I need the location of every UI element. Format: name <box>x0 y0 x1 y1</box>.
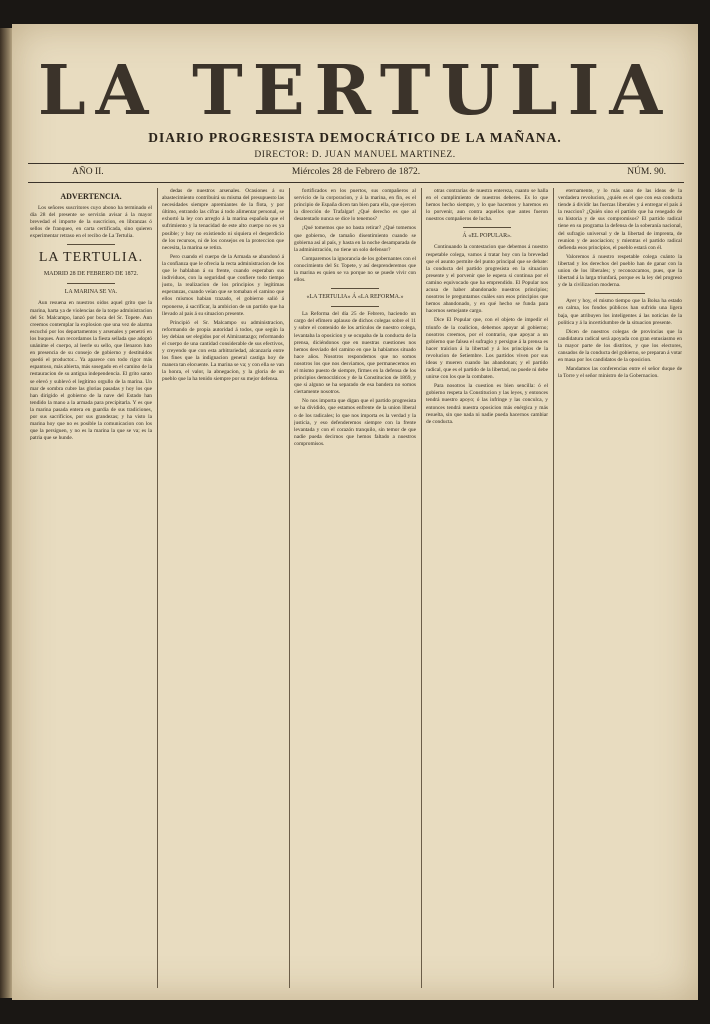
issue-number: NÚM. 90. <box>627 167 666 177</box>
masthead-subtitle: DIARIO PROGRESISTA DEMOCRÁTICO DE LA MAÑANA. <box>148 130 562 145</box>
article-text: La Reforma del día 25 de Febrero, haciendo un cargo del efímero aplauso de dichos colegas sobre el 11 y sobre el contenido de los artículos de nuestro colega, levantaba la oposicion y se ocupaba de la conducta de la prensa, diciéndonos que en nuestras cuestiones nos hemos desviado del camino en que la habíamos situado hace años. Nosotros respondemos que no somos nosotros los que nos desviamos, que permanecemos en el mismo puesto de siempre, firmes en la defensa de los principios democráticos y de la Constitucion de 1869, y que si alguno se ha separado de esa bandera no somos ciertamente nosotros. <box>294 311 416 396</box>
article-text: Para nosotros la cuestion es bien sencilla: ó el gobierno respeta la Constitucion y las leyes, y entonces tendrá nuestro apoyo; ó las infringe y las conculca, y entonces tendrá nuestra oposicion más enérgica y más resuelta, sin que nada ni nadie pueda hacernos cambiar de conducta. <box>426 383 548 425</box>
article-text: Valoremos á nuestro respetable colega cuánto la libertad y los derechos del pueblo han de ganar con la union de los liberales; y reconozcamos, pues, que la libertad á la larga triunfará, porque es la ley del progreso y de la civilizacion moderna. <box>558 253 682 289</box>
article-text: Aun resuena en nuestros oidos aquel grito que la marina, harta ya de violencias de la torpe administracion del Sr. Malcampo, lanzó por boca del Sr. Topete. Aun creemos contemplar la explosion que una vez de alarma escuchó por los departamentos y arsenales y penetró en los buques. Aun recordamos la fiesta sellada que adoptó unánime el cuerpo, al leerle su sello, que llenaron luto en presencia de su consejo de gobierno y destituidos quedó el productor... Ya aparece con todo rigor más espantoso, más abierta, más sosegado en el camino de la restauracion de su antigua independencia. El grito santo se elevó y sublevó el legítimo orgullo de la marina. Un mar de sombra cubre las glorias pasadas y hoy los que han dirigido el gobierno de la nave del Estado han tendido la mano a la armada para precipitarla. Y es que la marina pasada entera en guardia de sus tradiciones, por sus sacrificios, por sus grandezas; y ha visto la marina hoy que no es posible la comunicacion con los que la persiguen, y no es la marina la que se va; es la patria que se hunde. <box>30 300 152 442</box>
divider <box>67 283 116 284</box>
info-bar <box>28 164 684 182</box>
article-text: Comparemos la ignorancia de los gobernantes con el conocimiento del Sr. Topete, y así desprenderemos que la marina es quien se va porque no se puede vivir con ellos. <box>294 255 416 284</box>
article-text: No nos importa que digan que el partido progresista se ha dividido, que estamos enfrente de la union liberal o de los radicales; lo que nos importa es la verdad y la justicia, y eso defenderemos siempre con la frente levantada y con el corazón tranquilo, sin temor de que nadie pueda decirnos que hemos faltado a nuestros compromisos. <box>294 398 416 447</box>
column-3 <box>294 188 416 988</box>
divider <box>331 306 380 307</box>
advertencia-text: Los señores suscritores cuyo abono ha terminado el día 28 del presente se servirán avisar á la mayor brevedad el importe de la suscricion, en libranzas ó sellos de franqueo, en carta certificada, sino quieren experimentar retraso en el recibo de La Tertulia. <box>30 205 152 240</box>
column-4 <box>426 188 548 988</box>
masthead-director: DIRECTOR: D. JUAN MANUEL MARTINEZ. <box>254 150 456 160</box>
masthead-title: LA TERTULIA <box>37 51 673 131</box>
divider <box>331 288 380 289</box>
column-separator <box>421 188 422 988</box>
issue-year: AÑO II. <box>72 167 104 177</box>
section-heading: LA TERTULIA. <box>38 250 144 266</box>
article-text: Mandamos las conferencias entre el señor duque de la Torre y el señor ministro de la Gobernacion. <box>558 366 682 380</box>
article-text: Pero cuando el cuerpo de la Armada se abandonó á la confianza que le ofrecia la recta administracion de los que le hablaban á su frente, cuando esperaban sus individuos, con la seguridad que confiere todo tiempo justo, la realizacion de los principios y legítimas esperanzas, cuando veían que se tomaban el camino que ellos mismos habian trazado, el gobierno salió á reponerse, á sacrificar, la ambicion de un partido que ha llevado al pais á su situacion presente. <box>162 253 284 317</box>
column-5 <box>558 188 682 988</box>
article-text: eternamente, y lo más sano de las ideas de la verdadera revolucion, ¿quién es el que con esa conducta tiende á dividir las fuerzas liberales y á entregar el país á la reaccion? ¿Quién sino el partido que ha renegado de su historia y de sus compromisos? El partido radical tiene en su programa la defensa de la soberanía nacional, del sufragio universal y de la libertad de imprenta, de reunion y de asociacion; y mientras el partido radical defienda esos principios, el pueblo estará con él. <box>558 188 682 251</box>
article-text: Continuando la contestacion que debemos á nuestro respetable colega, vamos á tratar hoy con la brevedad que el asunto permite del punto principal que se debate: la conducta del partido progresista en la situacion presente y el porvenir que le espera si continua por el camino equivocado que ha emprendido. El Popular nos acusa de haber abandonado nuestros principios; nosotros le preguntamos cuáles son esos principios que hemos abandonado, y en qué hecho se funda para hacernos semejante cargo. <box>426 244 548 315</box>
article-text: ¡Qué tomemos que no basta retirar? ¿Qué tomemos que gobierno, de tamaño disentimiento cuando se gobierna así al país, y hasta en la noche desamparada de la administración, no tiene un solo defensor? <box>294 225 416 253</box>
newspaper-page <box>12 24 698 1000</box>
article-text: dedas de nuestros arsenales. Ocasiones á su abastecimiento contribuirá su misma del presupuesto las necesidades siempre apremiantes de la flota, y por último, entrando las cifras á todo alimentar personal, se exhortó la ley con arreglo á la marina española que el sufrimiento y la tenacidad de este alto cuerpo no es ya posible; y hoy no existiendo ni siquiera el desperdicio de los recursos, ni de los consejos en la proteccion que necesita, la marina se retira. <box>162 188 284 251</box>
divider <box>463 227 512 228</box>
issue-date: Miércoles 28 de Febrero de 1872. <box>291 167 421 177</box>
divider <box>595 293 645 294</box>
dateline: MADRID 28 DE FEBRERO DE 1872. <box>43 271 139 278</box>
article-text: Ayer y hoy, el mismo tiempo que la Bolsa ha estado en calma, los fondos públicos han sufrido una ligera baja, que atribuyen los inteligentes á las noticias de la política y á la incertidumbre de la situacion presente. <box>558 298 682 326</box>
column-separator <box>289 188 290 988</box>
article-text: otras contrarias de nuestra entereza, cuanto se halla en el cumplimiento de nuestros deberes. Es lo que hemos hecho siempre, y lo que hacemos y haremos en lo porvenir, aun contra aquellos que antes fueron nuestros compañeros de lucha. <box>426 188 548 223</box>
article-heading: Á «EL POPULAR». <box>462 233 512 240</box>
article-heading: «LA TERTULIA» Á «LA REFORMA.» <box>306 294 404 301</box>
column-1 <box>30 188 152 988</box>
article-text: Principió el Sr. Malcampo su administracion, reformando de propia autoridad á todos, que según la ley debian ser elegidos por el Almirantazgo; reformando el cuerpo de una cantidad considerable de sus efectivos, y creyendo que con esta arbitrariedad, alcanzaría entre los fines que la indignacion general castiga hoy de manera tan elocuente. La marina se va; y con ella se van la honra, el valor, la abnegacion, y la gloria de un pueblo que la ha tenido siempre por su mejor defensa. <box>162 319 284 383</box>
article-text: Dicen de nuestros colegas de provincias que la candidatura radical será apoyada con gran entusiasmo en la mayor parte de los distritos, y que los electores, cansados de la conducta del gobierno, se preparan á votar en masa por los candidatos de la oposicion. <box>558 328 682 364</box>
column-2 <box>162 188 284 988</box>
article-text: fortificados en los puertos, sus compañeros al servicio de la corporacion, y á la marina, en fin, es el principio de España dicen tan bien para ella, que ejercen la dirección de Trafalgar! ¿Qué derecho es que al desatentado nunca se dice lo tenemos? <box>294 188 416 223</box>
column-separator <box>553 188 554 988</box>
article-heading: LA MARINA SE VA. <box>64 289 118 296</box>
column-separator <box>157 188 158 988</box>
article-text: Dice El Popular que, con el objeto de impedir el triunfo de la coalicion, debemos apoyar al gobierno; nosotros creemos, por el contrario, que apoyar a un gobierno que falsea el sufragio y persigue á la prensa es hacer traicion á la libertad y á los principios de la revolucion de Setiembre. Los partidos viven por sus ideas y mueren cuando las abandonan; y el partido radical, que es el partido de la libertad, no puede ni debe unirse con los que la combaten. <box>426 317 548 381</box>
header-rule-bottom <box>28 182 684 183</box>
advertencia-heading: ADVERTENCIA. <box>60 192 122 201</box>
divider <box>67 244 116 245</box>
